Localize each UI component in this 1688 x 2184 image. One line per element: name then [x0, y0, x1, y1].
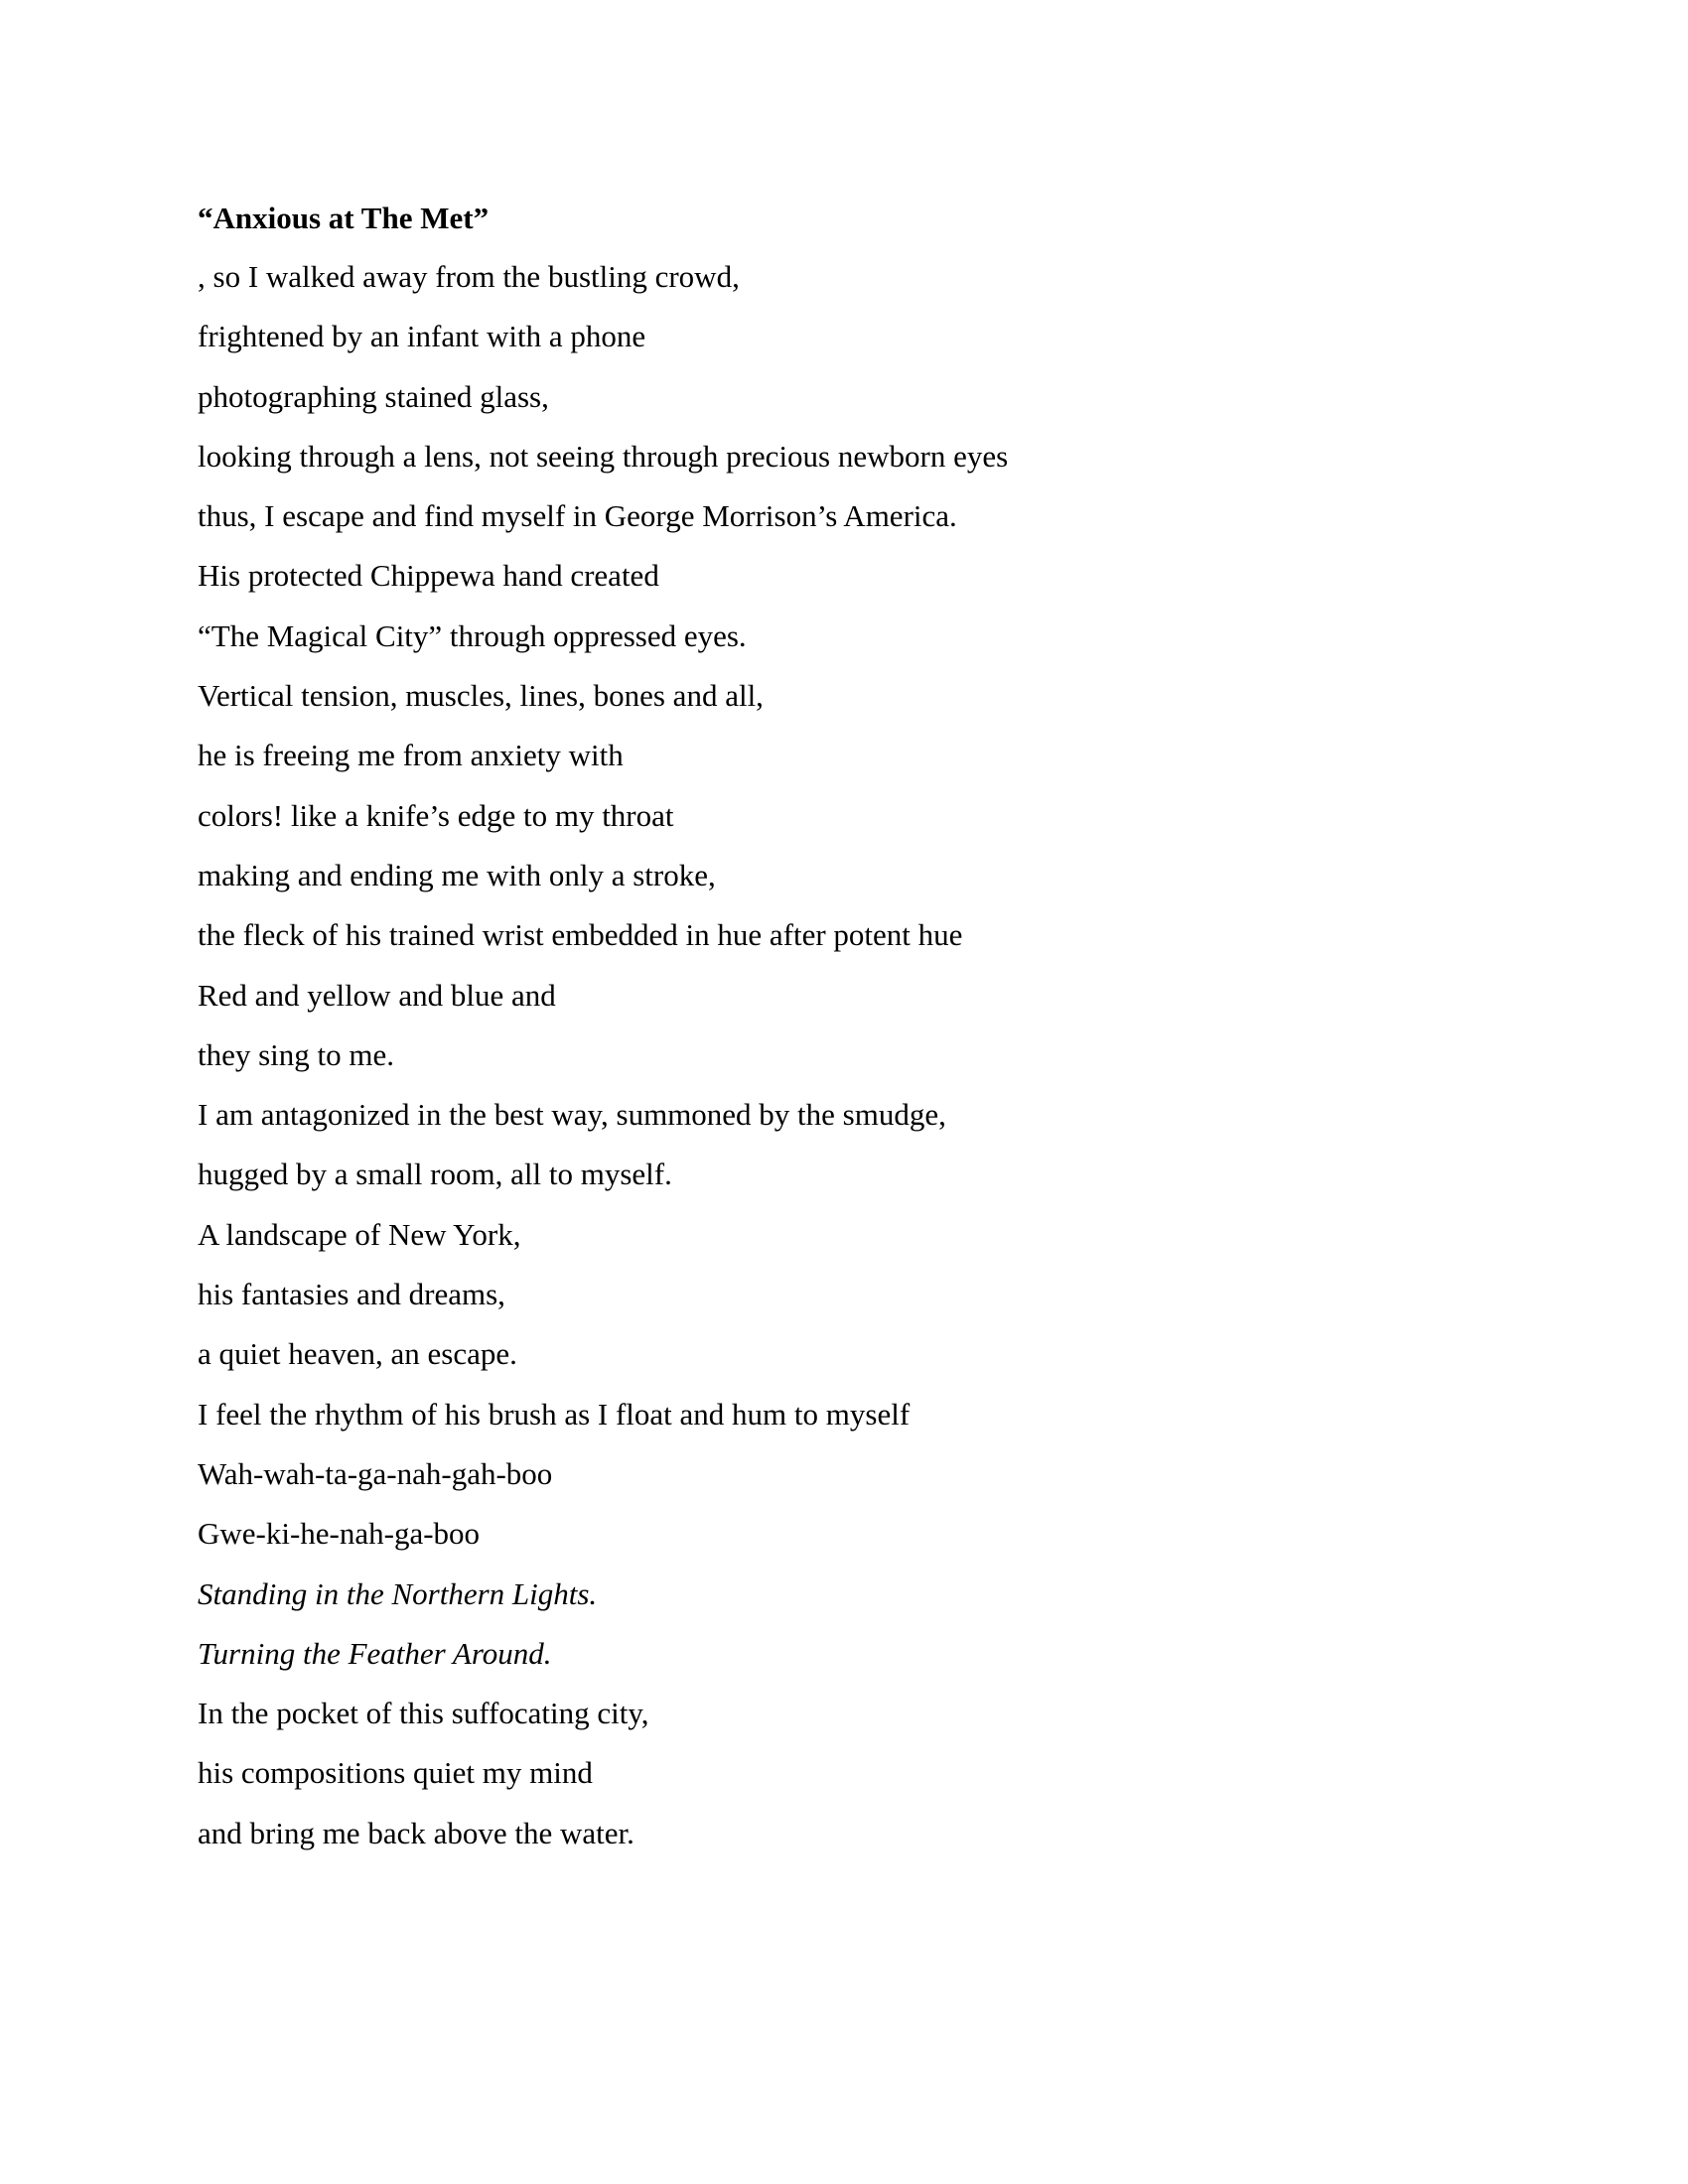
poem-line: a quiet heaven, an escape. [198, 1336, 517, 1372]
poem-line: Vertical tension, muscles, lines, bones and all, [198, 678, 764, 714]
poem-line: Wah-wah-ta-ga-nah-gah-boo [198, 1455, 553, 1491]
poem-line: his fantasies and dreams, [198, 1277, 505, 1312]
poem-line: I am antagonized in the best way, summoned by the smudge, [198, 1097, 946, 1133]
poem-line: Red and yellow and blue and [198, 977, 556, 1013]
poem-line: photographing stained glass, [198, 378, 549, 414]
poem-line: I feel the rhythm of his brush as I float and hum to myself [198, 1396, 911, 1432]
poem-line: “The Magical City” through oppressed eyes. [198, 617, 747, 653]
poem-line: hugged by a small room, all to myself. [198, 1157, 672, 1192]
poem-line: making and ending me with only a stroke, [198, 857, 716, 892]
poem-line: he is freeing me from anxiety with [198, 738, 624, 773]
poem-line: and bring me back above the water. [198, 1815, 634, 1850]
poem-line: Standing in the Northern Lights. [198, 1575, 598, 1611]
poem-lines [198, 253, 1488, 1869]
poem-line: , so I walked away from the bustling crowd, [198, 259, 740, 294]
poem-line: thus, I escape and find myself in George Morrison’s America. [198, 498, 957, 534]
poem-line: the fleck of his trained wrist embedded in hue after potent hue [198, 917, 963, 953]
poem-line: they sing to me. [198, 1036, 395, 1072]
poem-line: frightened by an infant with a phone [198, 319, 646, 354]
poem-line: A landscape of New York, [198, 1216, 521, 1252]
poem-line: colors! like a knife’s edge to my throat [198, 797, 674, 833]
poem-line: looking through a lens, not seeing through precious newborn eyes [198, 438, 1009, 474]
poem-line: Turning the Feather Around. [198, 1635, 552, 1671]
poem-line: In the pocket of this suffocating city, [198, 1696, 649, 1731]
poem [198, 195, 1488, 1869]
poem-line: His protected Chippewa hand created [198, 558, 659, 594]
poem-line: his compositions quiet my mind [198, 1755, 593, 1791]
poem-title: “Anxious at The Met” [198, 201, 490, 235]
poem-line: Gwe-ki-he-nah-ga-boo [198, 1516, 481, 1552]
